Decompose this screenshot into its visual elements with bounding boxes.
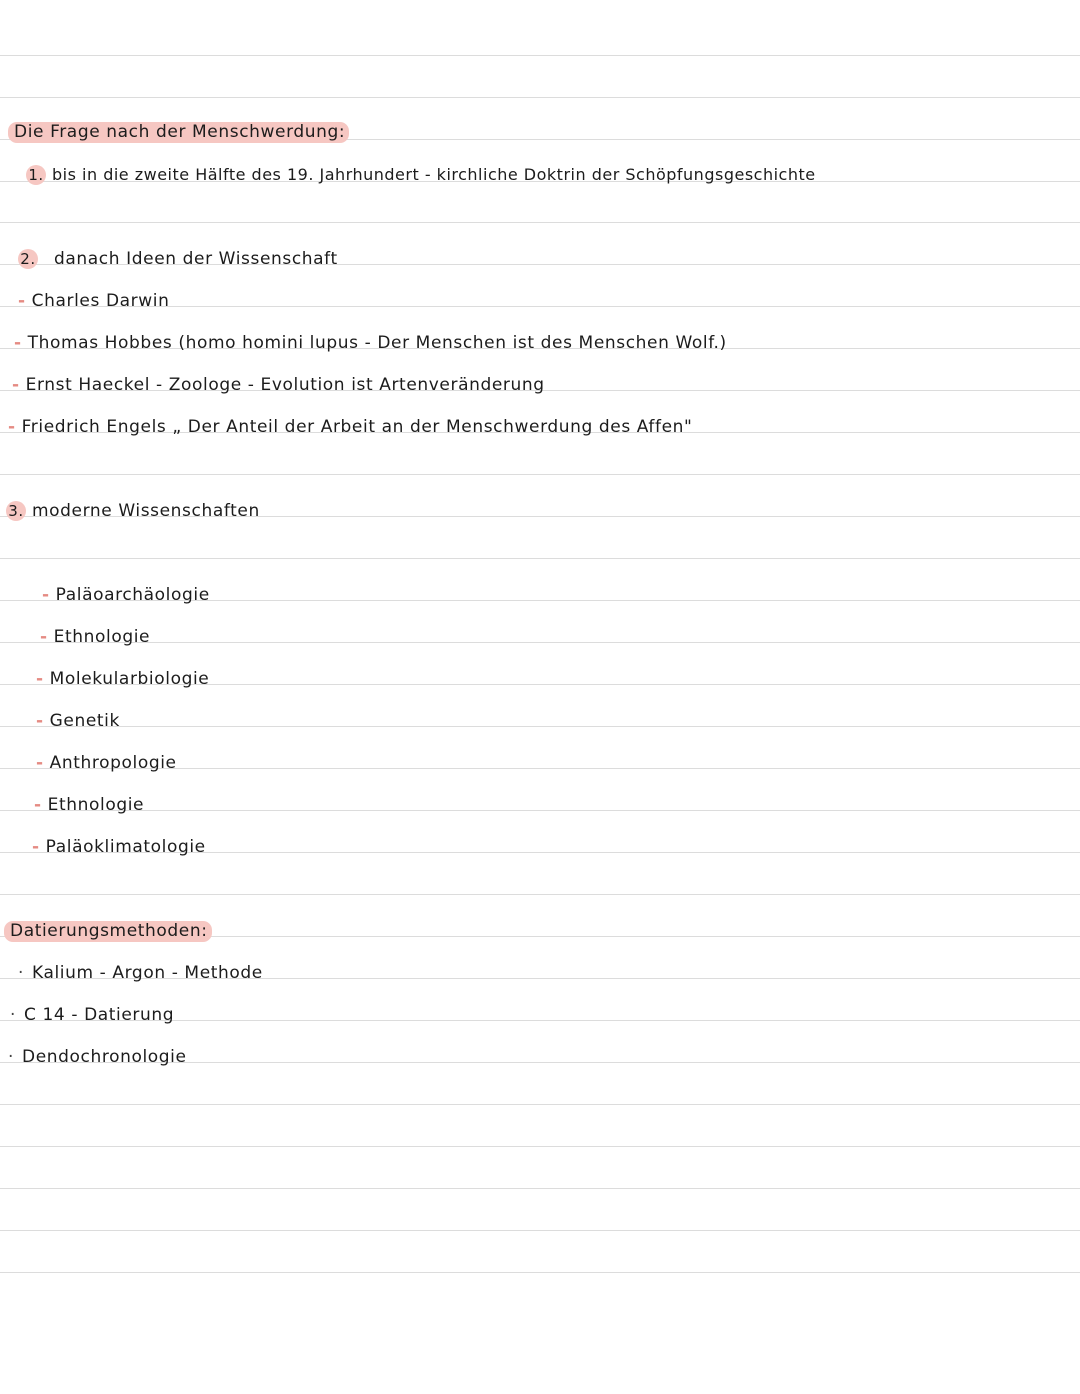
item-text: Paläoarchäologie — [55, 585, 210, 605]
list-item — [8, 1046, 187, 1068]
heading-highlight: Die Frage nach der Menschwerdung: — [8, 122, 349, 143]
list-item — [8, 416, 692, 438]
dot-bullet: · — [8, 1047, 15, 1067]
rule-line — [0, 894, 1080, 895]
heading-menschwerdung — [8, 121, 349, 143]
item-text: Genetik — [49, 711, 120, 731]
section-title: moderne Wissenschaften — [32, 501, 260, 521]
item-text: Thomas Hobbes (homo homini lupus - Der Menschen ist des Menschen Wolf.) — [27, 333, 727, 353]
item-text: Kalium - Argon - Methode — [32, 963, 263, 983]
rule-line — [0, 474, 1080, 475]
rule-line — [0, 1230, 1080, 1231]
section-text: bis in die zweite Hälfte des 19. Jahrhundert - kirchliche Doktrin der Schöpfungsgeschichte — [52, 165, 816, 184]
item-text: Molekularbiologie — [49, 669, 210, 689]
heading-highlight: Datierungsmethoden: — [4, 921, 212, 942]
heading-datierungsmethoden — [4, 920, 212, 942]
list-item — [40, 626, 150, 648]
list-item — [10, 1004, 174, 1026]
item-text: Ernst Haeckel - Zoologe - Evolution ist Artenveränderung — [25, 375, 545, 395]
list-item — [14, 332, 727, 354]
rule-line — [0, 97, 1080, 98]
rule-line — [0, 1188, 1080, 1189]
section-number: 1. — [26, 165, 46, 185]
dot-bullet: · — [10, 1005, 17, 1025]
item-text: Friedrich Engels „ Der Anteil der Arbeit an der Menschwerdung des Affen" — [21, 417, 693, 437]
section-title: danach Ideen der Wissenschaft — [54, 249, 338, 269]
list-item — [36, 752, 177, 774]
dash-bullet: - — [8, 417, 16, 437]
item-text: Ethnologie — [53, 627, 151, 647]
dash-bullet: - — [36, 711, 44, 731]
rule-line — [0, 642, 1080, 643]
dash-bullet: - — [42, 585, 50, 605]
dash-bullet: - — [18, 291, 26, 311]
section-number: 3. — [6, 501, 26, 521]
dash-bullet: - — [12, 375, 20, 395]
rule-line — [0, 558, 1080, 559]
rule-line — [0, 55, 1080, 56]
rule-line — [0, 1272, 1080, 1273]
dash-bullet: - — [36, 669, 44, 689]
rule-line — [0, 1146, 1080, 1147]
list-item — [36, 668, 209, 690]
dash-bullet: - — [14, 333, 22, 353]
dash-bullet: - — [36, 753, 44, 773]
rule-line — [0, 810, 1080, 811]
list-item — [18, 962, 263, 984]
dot-bullet: · — [18, 963, 25, 983]
item-text: Ethnologie — [47, 795, 145, 815]
dash-bullet: - — [34, 795, 42, 815]
item-text: Anthropologie — [49, 753, 177, 773]
section-1 — [26, 164, 816, 186]
section-number: 2. — [18, 249, 38, 269]
list-item — [32, 836, 206, 858]
rule-line — [0, 726, 1080, 727]
list-item — [12, 374, 545, 396]
rule-line — [0, 1104, 1080, 1105]
item-text: Paläoklimatologie — [45, 837, 206, 857]
item-text: Dendochronologie — [22, 1047, 187, 1067]
dash-bullet: - — [32, 837, 40, 857]
section-3-title — [6, 500, 260, 522]
item-text: C 14 - Datierung — [24, 1005, 175, 1025]
dash-bullet: - — [40, 627, 48, 647]
list-item — [34, 794, 144, 816]
rule-line — [0, 222, 1080, 223]
list-item — [42, 584, 210, 606]
list-item — [18, 290, 169, 312]
section-2-title — [18, 248, 338, 270]
list-item — [36, 710, 120, 732]
item-text: Charles Darwin — [31, 291, 170, 311]
